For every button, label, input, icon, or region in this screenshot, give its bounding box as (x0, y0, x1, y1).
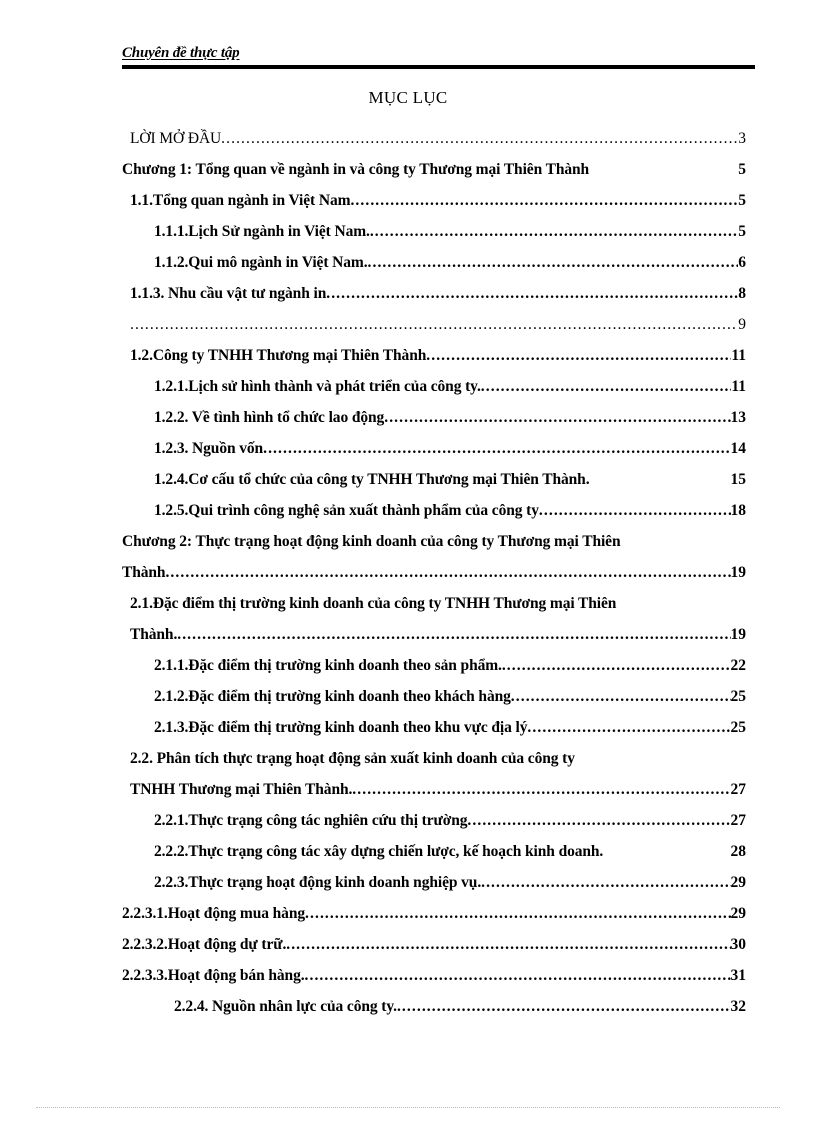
toc-entry-page-number: 14 (730, 439, 746, 457)
toc-entry[interactable] (122, 301, 746, 332)
toc-dot-leader (426, 348, 731, 364)
toc-dot-leader (130, 317, 738, 333)
running-header-title: Chuyên đề thực tập (122, 45, 240, 61)
toc-entry-label: LỜI MỞ ĐẦU (130, 129, 222, 147)
toc-entry-label: Chương 2: Thực trạng hoạt động kinh doanh của công ty Thương mại Thiên (122, 532, 621, 550)
toc-entry-page-number: 8 (738, 284, 746, 302)
toc-entry-page-number: 5 (738, 160, 746, 178)
running-header (122, 44, 755, 69)
toc-entry-page-number: 19 (730, 625, 746, 643)
toc-entry-label: 2.2.4. Nguồn nhân lực của công ty. (174, 997, 397, 1015)
toc-entry-page-number: 15 (730, 470, 746, 488)
toc-entry-label: 2.2.3.Thực trạng hoạt động kinh doanh nghiệp vụ. (154, 873, 482, 891)
toc-entry[interactable] (122, 332, 746, 363)
toc-entry-label: TNHH Thương mại Thiên Thành. (130, 780, 353, 798)
table-of-contents (122, 115, 746, 1014)
toc-entry[interactable] (122, 952, 746, 983)
toc-entry-label: 2.2. Phân tích thực trạng hoạt động sản xuất kinh doanh của công ty (130, 749, 575, 767)
toc-entry[interactable] (122, 766, 746, 797)
toc-entry[interactable] (122, 611, 746, 642)
toc-entry-page-number: 13 (730, 408, 746, 426)
toc-dot-leader (177, 627, 730, 643)
toc-entry[interactable] (122, 177, 746, 208)
footer-divider-rule (36, 1107, 780, 1109)
toc-entry-page-number: 32 (730, 997, 746, 1015)
toc-entry[interactable] (122, 208, 746, 239)
toc-dot-leader (481, 379, 732, 395)
toc-entry-page-number: 11 (731, 346, 746, 364)
toc-entry-page-number: 31 (730, 966, 746, 984)
toc-entry[interactable] (122, 580, 746, 611)
toc-entry-label: 2.2.3.1.Hoạt động mua hàng (122, 904, 306, 922)
toc-entry[interactable] (122, 983, 746, 1014)
toc-entry[interactable] (122, 363, 746, 394)
toc-dot-leader (305, 968, 731, 984)
toc-entry-label: 1.1.1.Lịch Sử ngành in Việt Nam. (154, 222, 370, 240)
toc-dot-leader (511, 689, 731, 705)
toc-entry[interactable] (122, 270, 746, 301)
toc-entry-page-number: 27 (730, 811, 746, 829)
toc-entry[interactable] (122, 673, 746, 704)
toc-entry-label: 1.2.5.Qui trình công nghệ sản xuất thành phẩm của công ty (154, 501, 539, 519)
toc-entry-page-number: 5 (738, 191, 746, 209)
toc-entry-page-number: 9 (738, 315, 746, 333)
toc-entry[interactable] (122, 394, 746, 425)
toc-entry[interactable] (122, 704, 746, 735)
toc-entry-label: Chương 1: Tổng quan về ngành in và công ty Thương mại Thiên Thành (122, 160, 590, 178)
header-divider-rule (122, 65, 755, 69)
toc-entry-label: 2.2.3.3.Hoạt động bán hàng. (122, 966, 305, 984)
toc-entry-label: Thành (122, 563, 166, 581)
toc-entry-label: 2.1.1.Đặc điểm thị trường kinh doanh theo sản phẩm. (154, 656, 502, 674)
toc-dot-leader (397, 999, 731, 1015)
toc-entry-page-number: 29 (730, 873, 746, 891)
toc-entry[interactable] (122, 487, 746, 518)
toc-entry[interactable] (122, 425, 746, 456)
toc-dot-leader (368, 255, 739, 271)
toc-dot-leader (286, 937, 730, 953)
toc-entry-label: 1.1.3. Nhu cầu vật tư ngành in (130, 284, 327, 302)
toc-entry-page-number: 6 (738, 253, 746, 271)
toc-entry-label: 2.1.2.Đặc điểm thị trường kinh doanh theo khách hàng (154, 687, 511, 705)
toc-entry[interactable] (122, 859, 746, 890)
toc-dot-leader (263, 441, 730, 457)
toc-entry[interactable] (122, 549, 746, 580)
toc-entry-page-number: 18 (730, 501, 746, 519)
toc-dot-leader (350, 193, 738, 209)
toc-dot-leader (481, 875, 730, 891)
toc-dot-leader (221, 131, 738, 147)
page-title: MỤC LỤC (368, 88, 448, 107)
toc-dot-leader (352, 782, 730, 798)
toc-entry-page-number: 25 (730, 718, 746, 736)
toc-dot-leader (539, 503, 731, 519)
toc-dot-leader (370, 224, 738, 240)
toc-entry-label: 1.1.Tổng quan ngành in Việt Nam (130, 191, 351, 209)
toc-dot-leader (305, 906, 730, 922)
toc-entry[interactable] (122, 239, 746, 270)
toc-entry-page-number: 11 (731, 377, 746, 395)
toc-entry[interactable] (122, 518, 746, 549)
toc-entry-page-number: 5 (738, 222, 746, 240)
toc-entry[interactable] (122, 115, 746, 146)
toc-entry-label: 1.1.2.Qui mô ngành in Việt Nam. (154, 253, 368, 271)
toc-entry-label: 2.2.2.Thực trạng công tác xây dựng chiến lược, kế hoạch kinh doanh. (154, 842, 604, 860)
toc-entry-label: 2.2.3.2.Hoạt động dự trữ. (122, 935, 287, 953)
toc-entry-page-number: 30 (730, 935, 746, 953)
toc-entry-label: Thành. (130, 625, 178, 643)
toc-dot-leader (384, 410, 730, 426)
toc-entry-label: 1.2.Công ty TNHH Thương mại Thiên Thành (130, 346, 427, 364)
toc-entry-label: 1.2.4.Cơ cấu tổ chức của công ty TNHH Thương mại Thiên Thành. (154, 470, 590, 488)
toc-entry[interactable] (122, 828, 746, 859)
toc-entry[interactable] (122, 797, 746, 828)
toc-entry-label: 2.1.3.Đặc điểm thị trường kinh doanh theo khu vực địa lý (154, 718, 528, 736)
toc-entry-label: 2.1.Đặc điểm thị trường kinh doanh của công ty TNHH Thương mại Thiên (130, 594, 617, 612)
toc-entry[interactable] (122, 921, 746, 952)
toc-entry-page-number: 27 (730, 780, 746, 798)
toc-entry-page-number: 25 (730, 687, 746, 705)
toc-entry-label: 1.2.3. Nguồn vốn (154, 439, 264, 457)
toc-entry-label: 1.2.2. Về tình hình tổ chức lao động (154, 408, 385, 426)
toc-entry[interactable] (122, 890, 746, 921)
toc-entry-page-number: 3 (738, 129, 746, 147)
toc-entry-page-number: 29 (730, 904, 746, 922)
toc-entry-page-number: 22 (730, 656, 746, 674)
toc-entry[interactable] (122, 146, 746, 177)
toc-entry[interactable] (122, 735, 746, 766)
toc-dot-leader (326, 286, 738, 302)
toc-entry-label: 1.2.1.Lịch sử hình thành và phát triển của công ty. (154, 377, 481, 395)
toc-dot-leader (165, 565, 730, 581)
toc-dot-leader (527, 720, 730, 736)
toc-entry[interactable] (122, 456, 746, 487)
toc-dot-leader (502, 658, 731, 674)
toc-entry-label: 2.2.1.Thực trạng công tác nghiên cứu thị trường (154, 811, 468, 829)
toc-entry-page-number: 19 (730, 563, 746, 581)
toc-entry-page-number: 28 (730, 842, 746, 860)
toc-entry[interactable] (122, 642, 746, 673)
toc-dot-leader (467, 813, 730, 829)
